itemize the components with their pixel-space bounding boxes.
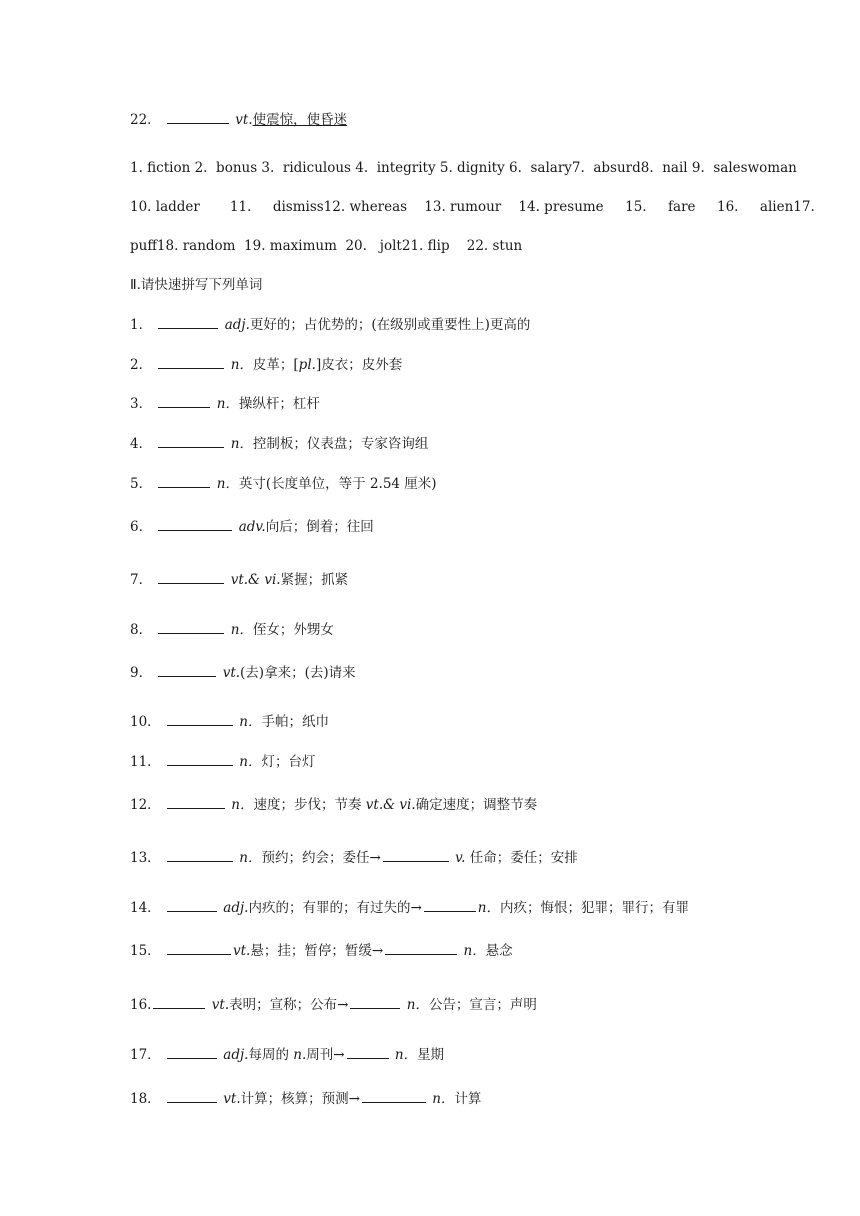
item-meaning-2: 星期 (417, 1047, 445, 1063)
answer-key-line-2: 10. ladder 11. dismiss12. whereas 13. rumour 14. presume 15. fare 16. alien17. (130, 199, 815, 215)
part-of-speech: adj. (223, 900, 249, 916)
part-of-speech-2: n． (394, 1047, 418, 1063)
vocab-item-9 (130, 663, 356, 682)
item-meaning-2: 计算 (454, 1091, 482, 1107)
item-meaning: 悬；挂；暂停；暂缓→ (250, 943, 384, 959)
vocab-item-3 (130, 394, 320, 413)
item-number: 3． (130, 396, 153, 412)
item-number: 1． (130, 317, 153, 333)
item-meaning: 更好的；占优势的；(在级别或重要性上)更高的 (249, 317, 531, 333)
part-of-speech: n． (239, 714, 262, 730)
answer-blank-2[interactable] (362, 1089, 426, 1103)
vocab-item-11 (130, 752, 315, 771)
part-of-speech-mid: n. (293, 1047, 307, 1063)
answer-blank-2[interactable] (424, 898, 476, 912)
part-of-speech: n． (239, 850, 262, 866)
part-of-speech: vt. (222, 665, 241, 681)
vocab-item-1 (130, 315, 530, 334)
answer-blank-2[interactable] (350, 995, 400, 1009)
part-of-speech-2: n． (477, 900, 500, 916)
answer-blank[interactable] (158, 315, 218, 329)
vocab-item-10 (130, 712, 329, 731)
item-number: 2． (130, 357, 153, 373)
item-meaning: 速度；步伐；节奏 (253, 797, 366, 813)
part-of-speech: n． (239, 754, 262, 770)
item-number: 11． (130, 754, 161, 770)
answer-blank[interactable] (167, 712, 233, 726)
part-of-speech: n． (216, 396, 239, 412)
answer-key-line-1: 1. fiction 2. bonus 3. ridiculous 4. integrity 5. dignity 6. salary7. absurd8. nail 9. saleswoman (130, 160, 797, 176)
answer-blank[interactable] (167, 1089, 217, 1103)
part-of-speech: n． (231, 797, 254, 813)
item-meaning: 侄女；外甥女 (252, 622, 334, 638)
answer-blank[interactable] (153, 995, 205, 1009)
part-of-speech-2: n． (463, 943, 486, 959)
answer-blank[interactable] (158, 620, 224, 634)
answer-blank[interactable] (167, 941, 231, 955)
item-meaning: 控制板；仪表盘；专家咨询组 (252, 436, 429, 452)
item-number: 9． (130, 665, 153, 681)
answer-blank[interactable] (167, 795, 225, 809)
part-of-speech: n． (230, 357, 253, 373)
part-of-speech: adj. (224, 317, 250, 333)
part-of-speech: vt. (235, 112, 253, 128)
part-of-speech-2: n． (406, 997, 429, 1013)
answer-blank[interactable] (167, 898, 217, 912)
item-meaning: 使震惊，使昏迷 (252, 112, 348, 128)
answer-blank[interactable] (158, 663, 216, 677)
part-of-speech: vt. (211, 997, 230, 1013)
item-meaning: ]皮衣；皮外套 (315, 357, 403, 373)
item-meaning-2: 确定速度；调整节奏 (415, 797, 538, 813)
item-meaning: 英寸(长度单位，等于 2.54 厘米) (238, 476, 437, 492)
vocab-item-2 (130, 355, 402, 374)
vocab-item-8 (130, 620, 334, 639)
plural-abbrev: pl. (298, 357, 316, 373)
item-number: 4． (130, 436, 153, 452)
item-meaning-2: 悬念 (485, 943, 513, 959)
item-meaning-2: 公告；宣言；声明 (428, 997, 537, 1013)
item-meaning-mid: 周刊→ (306, 1047, 345, 1063)
answer-key-line-3: puff18. random 19. maximum 20. jolt21. flip 22. stun (130, 238, 523, 254)
answer-blank-2[interactable] (383, 848, 449, 862)
item-number: 17． (130, 1047, 161, 1063)
item-number: 8． (130, 622, 153, 638)
vocab-item-14 (130, 898, 689, 917)
vocab-item-4 (130, 434, 428, 453)
item-meaning-2: 任命；委任；安排 (465, 850, 578, 866)
part-of-speech-2: v. (455, 850, 466, 866)
item-number: 15． (130, 943, 161, 959)
top-item-22 (130, 110, 347, 129)
answer-blank[interactable] (167, 848, 233, 862)
vocab-item-12 (130, 795, 537, 814)
answer-blank[interactable] (167, 1045, 217, 1059)
answer-blank[interactable] (158, 570, 224, 584)
item-meaning: 手帕；纸巾 (261, 714, 329, 730)
item-meaning-pre: 皮革；[ (252, 357, 299, 373)
part-of-speech: n． (230, 622, 253, 638)
item-meaning: 预约；约会；委任→ (261, 850, 381, 866)
item-meaning: 操纵杆；杠杆 (238, 396, 320, 412)
answer-blank[interactable] (167, 110, 229, 124)
item-number: 5． (130, 476, 153, 492)
item-meaning: 紧握；抓紧 (280, 572, 349, 588)
answer-blank[interactable] (158, 434, 224, 448)
part-of-speech: adj. (223, 1047, 249, 1063)
item-number: 18． (130, 1091, 161, 1107)
vocab-item-17 (130, 1045, 444, 1064)
item-meaning: 内疚的；有罪的；有过失的→ (248, 900, 422, 916)
part-of-speech: vt.& vi. (230, 572, 281, 588)
answer-blank[interactable] (158, 517, 232, 531)
vocab-item-18 (130, 1089, 481, 1108)
item-meaning: 向后；倒着；往回 (265, 519, 374, 535)
part-of-speech: n． (230, 436, 253, 452)
item-number: 12． (130, 797, 161, 813)
item-meaning-2: 内疚；悔恨；犯罪；罪行；有罪 (499, 900, 689, 916)
answer-blank[interactable] (158, 474, 210, 488)
item-number: 10． (130, 714, 161, 730)
item-meaning: (去)拿来；(去)请来 (240, 665, 356, 681)
item-meaning: 每周的 (248, 1047, 294, 1063)
part-of-speech-2: vt.& vi. (365, 797, 416, 813)
item-number: 7． (130, 572, 153, 588)
section-heading: Ⅱ.请快速拼写下列单词 (130, 277, 263, 293)
part-of-speech: vt. (223, 1091, 241, 1107)
item-meaning: 计算；核算；预测→ (240, 1091, 360, 1107)
vocab-item-6 (130, 517, 374, 536)
part-of-speech: vt. (232, 943, 251, 959)
answer-blank[interactable] (158, 355, 224, 369)
part-of-speech: adv. (238, 519, 266, 535)
part-of-speech: n． (216, 476, 239, 492)
item-number: 14． (130, 900, 161, 916)
item-meaning: 灯；台灯 (261, 754, 316, 770)
vocab-item-15 (130, 941, 513, 960)
item-number: 22． (130, 112, 161, 128)
part-of-speech-2: n． (432, 1091, 455, 1107)
vocab-item-7 (130, 570, 348, 589)
answer-blank-2[interactable] (347, 1045, 389, 1059)
item-meaning: 表明；宣称；公布→ (229, 997, 349, 1013)
item-number: 6． (130, 519, 153, 535)
item-number: 13． (130, 850, 161, 866)
answer-blank[interactable] (158, 394, 210, 408)
vocab-item-13 (130, 848, 578, 867)
answer-blank[interactable] (167, 752, 233, 766)
answer-blank-2[interactable] (385, 941, 457, 955)
item-number: 16. (130, 997, 152, 1013)
vocab-item-5 (130, 474, 437, 493)
vocab-item-16 (130, 995, 537, 1014)
